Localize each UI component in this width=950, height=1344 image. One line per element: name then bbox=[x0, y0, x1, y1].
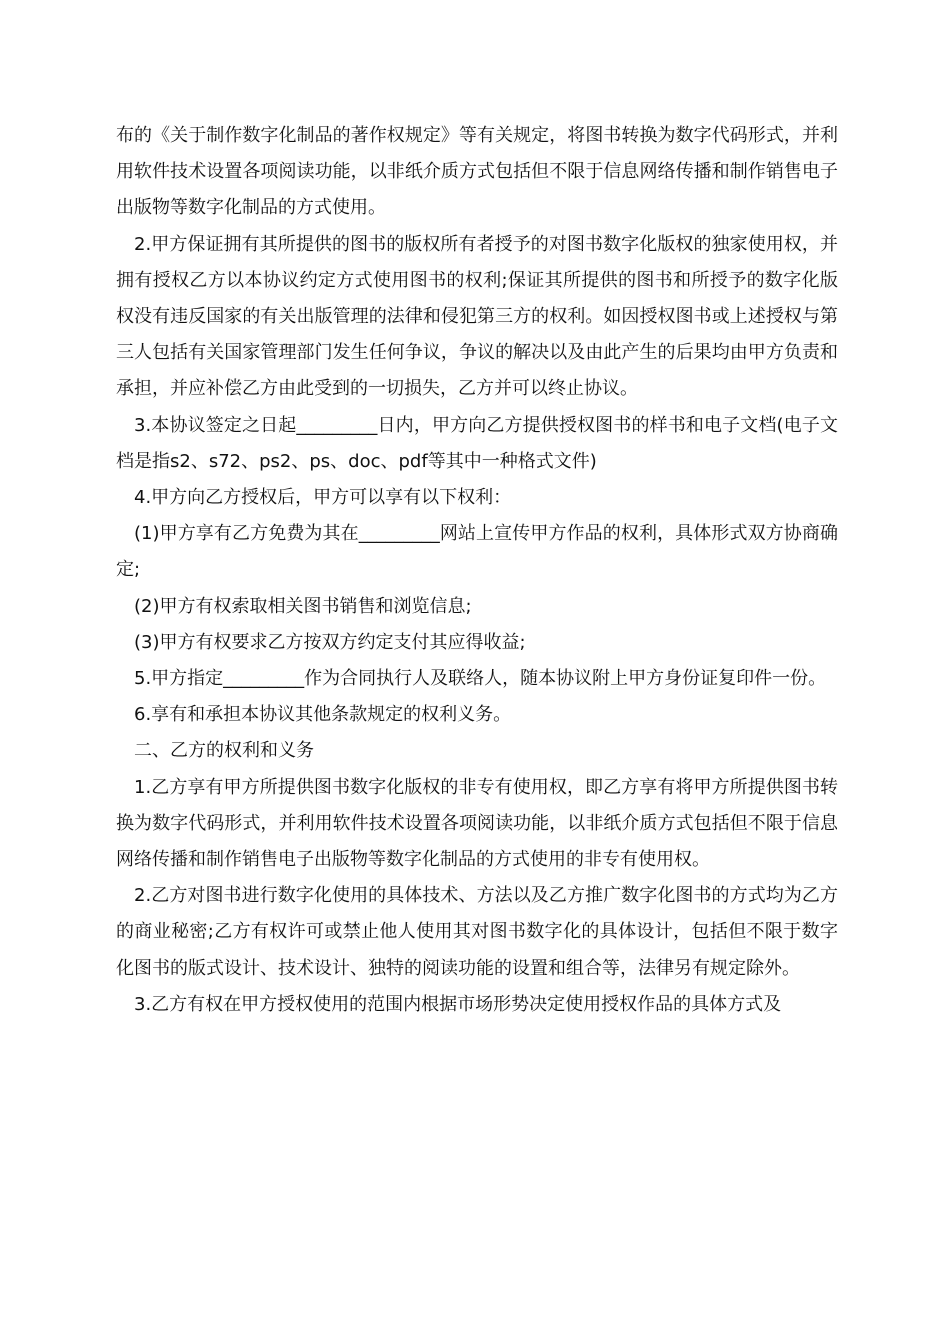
paragraph-clause-a6: 6.享有和承担本协议其他条款规定的权利义务。 bbox=[134, 704, 512, 726]
paragraph-continuation: 布的《关于制作数字化制品的著作权规定》等有关规定，将图书转换为数字代码形式，并利用软件技术设置各项阅读功能，以非纸介质方式包括但不限于信息网络传播和制作销售电子出版物等数字化制品的方式使用。 bbox=[116, 125, 838, 219]
paragraph-clause-b2: 2.乙方对图书进行数字化使用的具体技术、方法以及乙方推广数字化图书的方式均为乙方的商业秘密;乙方有权许可或禁止他人使用其对图书数字化的具体设计，包括但不限于数字化图书的版式设计、技术设计、独特的阅读功能的设置和组合等，法律另有规定除外。 bbox=[116, 885, 838, 979]
paragraph-clause-b1: 1.乙方享有甲方所提供图书数字化版权的非专有使用权，即乙方享有将甲方所提供图书转换为数字代码形式，并利用软件技术设置各项阅读功能，以非纸介质方式包括但不限于信息网络传播和制作销售电子出版物等数字化制品的方式使用的非专有使用权。 bbox=[116, 776, 838, 871]
paragraph-clause-a5: 5.甲方指定_________作为合同执行人及联络人，随本协议附上甲方身份证复印件一份。 bbox=[134, 668, 827, 690]
paragraph-clause-a4-2: (2)甲方有权索取相关图书销售和浏览信息; bbox=[134, 595, 472, 617]
paragraph-clause-a2: 2.甲方保证拥有其所提供的图书的版权所有者授予的对图书数字化版权的独家使用权，并拥有授权乙方以本协议约定方式使用图书的权利;保证其所提供的图书和所授予的数字化版权没有违反国家的有关出版管理的法律和侵犯第三方的权利。如因授权图书或上述授权与第三人包括有关国家管理部门发生任何争议，争议的解决以及由此产生的后果均由甲方负责和承担，并应补偿乙方由此受到的一切损失，乙方并可以终止协议。 bbox=[116, 233, 838, 400]
section-heading-party-b: 二、乙方的权利和义务 bbox=[134, 740, 314, 762]
paragraph-clause-a3: 3.本协议签定之日起_________日内，甲方向乙方提供授权图书的样书和电子文档(电子文档是指s2、s72、ps2、ps、doc、pdf等其中一种格式文件) bbox=[116, 414, 838, 472]
paragraph-clause-a4-3: (3)甲方有权要求乙方按双方约定支付其应得收益; bbox=[134, 631, 526, 653]
paragraph-clause-a4: 4.甲方向乙方授权后，甲方可以享有以下权利： bbox=[134, 487, 512, 509]
document-body bbox=[116, 118, 838, 1023]
paragraph-clause-a4-1: (1)甲方享有乙方免费为其在_________网站上宣传甲方作品的权利，具体形式双方协商确定; bbox=[116, 523, 838, 581]
paragraph-clause-b3: 3.乙方有权在甲方授权使用的范围内根据市场形势决定使用授权作品的具体方式及 bbox=[134, 993, 782, 1015]
